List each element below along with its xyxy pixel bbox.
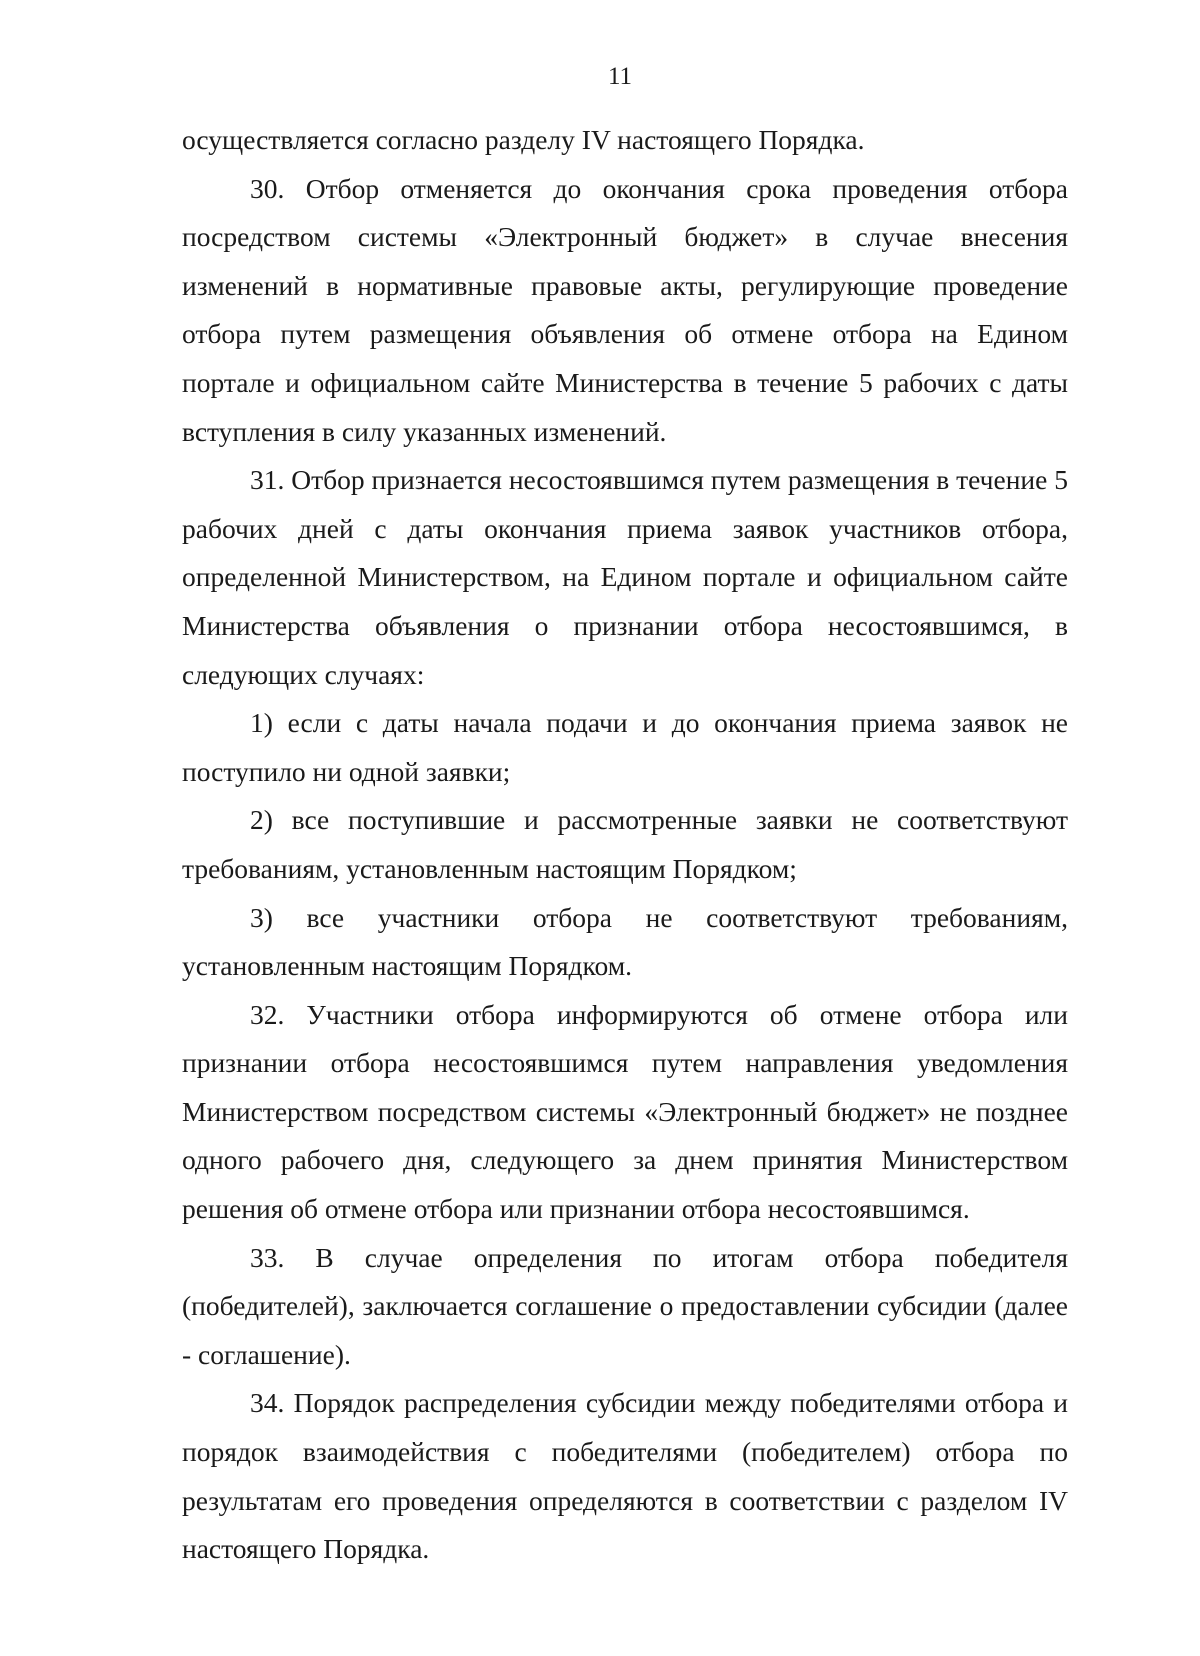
paragraph-33: 33. В случае определения по итогам отбора победителя (победителей), заключается соглашение о предоставлении субсидии (далее - соглашение).	[182, 1241, 1068, 1370]
paragraph-31-item-3: 3) все участники отбора не соответствуют требованиям, установленным настоящим Порядком.	[182, 901, 1068, 982]
paragraph-34: 34. Порядок распределения субсидии между победителями отбора и порядок взаимодействия с победителями (победителем) отбора по результатам его проведения определяются в соответствии с разделом IV настоящего Порядка.	[182, 1387, 1068, 1565]
paragraph-31-item-1: 1) если с даты начала подачи и до окончания приема заявок не поступило ни одной заявки;	[182, 707, 1068, 787]
paragraph-continuation: осуществляется согласно разделу IV настоящего Порядка.	[182, 124, 865, 155]
paragraph-30: 30. Отбор отменяется до окончания срока проведения отбора посредством системы «Электронный бюджет» в случае внесения изменений в нормативные правовые акты, регулирующие проведение отбора путем размещения объявления об отмене отбора на Едином портале и официальном сайте Министерства в течение 5 рабочих с даты вступления в силу указанных изменений.	[182, 172, 1068, 447]
document-body	[182, 116, 1068, 1574]
paragraph-31: 31. Отбор признается несостоявшимся путем размещения в течение 5 рабочих дней с даты окончания приема заявок участников отбора, определенной Министерством, на Едином портале и официальном сайте Министерства объявления о признании отбора несостоявшимся, в следующих случаях:	[182, 464, 1068, 690]
page-number: 11	[607, 63, 633, 90]
paragraph-32: 32. Участники отбора информируются об отмене отбора или признании отбора несостоявшимся путем направления уведомления Министерством посредством системы «Электронный бюджет» не позднее одного рабочего дня, следующего за днем принятия Министерством решения об отмене отбора или признании отбора несостоявшимся.	[182, 998, 1068, 1225]
paragraph-31-item-2: 2) все поступившие и рассмотренные заявки не соответствуют требованиям, установленным настоящим Порядком;	[182, 804, 1068, 884]
